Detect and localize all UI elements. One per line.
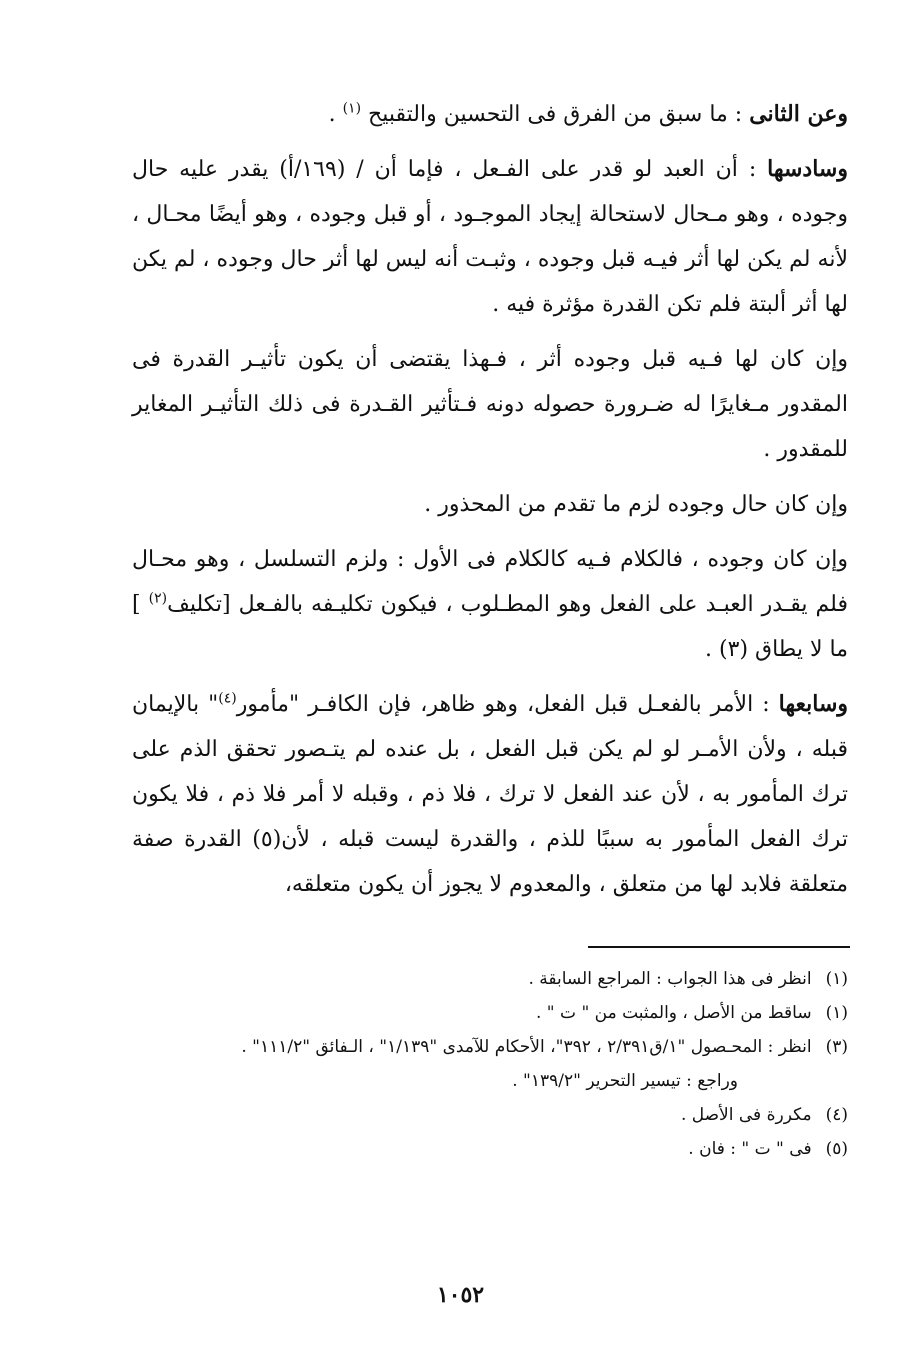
footnote-text: وراجع : تيسير التحرير "١٣٩/٢" .: [512, 1071, 738, 1091]
footnote-text: انظر فى هذا الجواب : المراجع السابقة .: [528, 969, 812, 989]
paragraph-text: وإن كان وجوده ، فالكلام فـيه كالكلام فى الأول : ولزم التسلسل ، وهو محـال فلم يقـدر العبـد على الفعل وهو المطـلوب ، فيكون تكليـفه بالفـعل [تكليف: [132, 547, 848, 617]
paragraph-text: : أن العبد لو قدر على الفـعل ، فإما أن / (١٦٩/أ) يقدر عليه حال وجوده ، وهو مـحال لاستحالة إيجاد الموجـود ، أو قبل وجوده ، وهو أيضًا محـال ، لأنه لم يكن لها أثر فيـه قبل وجوده ، وثبـت أنه ليس لها أثر حال وجوده ، لم يكن لها أثر ألبتة فلم تكن القدرة مؤثرة فيه .: [132, 157, 848, 317]
paragraph-lead: وسابعها: [778, 691, 849, 717]
paragraph: [132, 682, 848, 907]
footnote-number: (٥): [825, 1139, 848, 1159]
paragraph-lead: وعن الثانى: [749, 101, 848, 127]
paragraph-lead: وسادسها: [767, 156, 848, 182]
footnote-divider: [588, 946, 850, 948]
paragraph: [132, 147, 848, 327]
footnote-item: [132, 1098, 848, 1132]
footnote-marker: (١): [342, 100, 362, 117]
footnote-text: ساقط من الأصل ، والمثبت من " ت " .: [536, 1003, 812, 1023]
footnote-number: (١): [825, 969, 848, 989]
paragraph: [132, 337, 848, 472]
paragraph-text: : ما سبق من الفرق فى التحسين والتقبيح: [368, 102, 743, 127]
footnote-marker: (٤): [218, 690, 237, 707]
paragraph: [132, 482, 848, 527]
footnote-continuation: [132, 1064, 848, 1098]
footnote-text: انظر : المحـصول "١/ق٢/٣٩١ ، ٣٩٢"، الأحكام للآمدى "١/١٣٩" ، الـفائق "١١١/٢" .: [241, 1037, 812, 1057]
page-number: ١٠٥٢: [436, 1282, 485, 1308]
paragraph-tail: ] ما لا يطاق (٣) .: [132, 592, 848, 662]
main-text: [132, 92, 848, 917]
footnote-item: [132, 962, 848, 996]
paragraph: [132, 92, 848, 137]
footnote-marker: (٢): [148, 590, 168, 607]
paragraph-tail: .: [328, 102, 336, 127]
paragraph-text: وإن كان حال وجوده لزم ما تقدم من المحذور .: [424, 492, 848, 517]
footnotes: [132, 962, 848, 1166]
paragraph-text: وإن كان لها فـيه قبل وجوده أثر ، فـهذا يقتضى أن يكون تأثيـر القدرة فى المقدور مـغايرًا له ضـرورة حصوله دونه فـتأثير القـدرة فى ذلك التأثيـر المغاير للمقدور .: [132, 347, 848, 462]
footnote-number: (١): [825, 1003, 848, 1023]
footnote-item: [132, 1132, 848, 1166]
footnote-item: [132, 996, 848, 1030]
paragraph-tail: " بالإيمان قبله ، ولأن الأمـر لو لم يكن قبل الفعل ، بل عنده لم يتـصور تحقق الذم على ترك المأمور به ، لأن عند الفعل لا ترك ، فلا ذم ، وقبله لا أمر فلا ذم ، فلا يكون ترك الفعل المأمور به سببًا للذم ، والقدرة ليست قبله ، لأن(٥) القدرة صفة متعلقة فلابد لها من متعلق ، والمعدوم لا يجوز أن يكون متعلقه،: [132, 692, 849, 897]
paragraph-text: : الأمر بالفعـل قبل الفعل، وهو ظاهر، فإن الكافـر "مأمور: [236, 692, 770, 717]
footnote-number: (٤): [825, 1105, 848, 1125]
footnote-text: فى " ت " : فان .: [688, 1139, 812, 1159]
footnote-item: [132, 1030, 848, 1064]
footnote-text: مكررة فى الأصل .: [680, 1105, 812, 1125]
footnote-number: (٣): [825, 1037, 848, 1057]
paragraph: [132, 537, 848, 672]
